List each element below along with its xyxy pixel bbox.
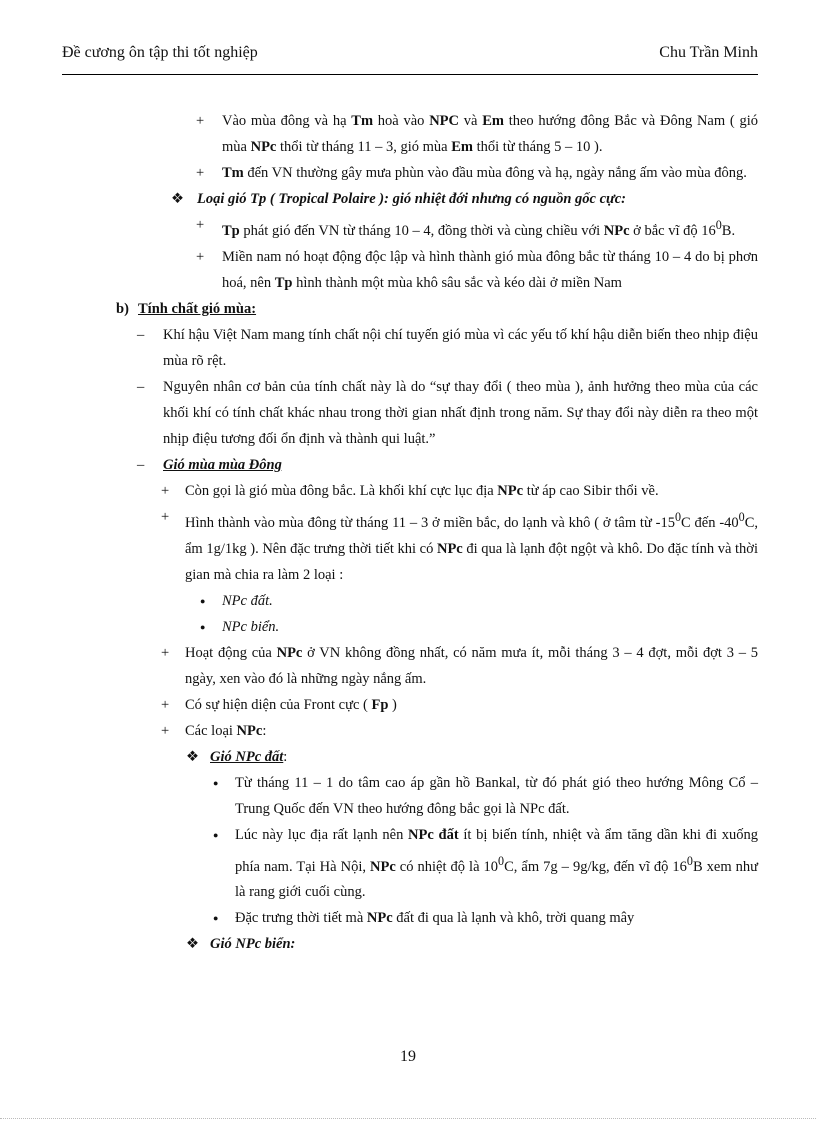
footer-divider [0,1118,816,1119]
list-item: + Tm đến VN thường gây mưa phùn vào đầu mùa đông và hạ, ngày nắng ấm vào mùa đông. [222,160,758,186]
list-item: + Còn gọi là gió mùa đông bắc. Là khối khí cực lục địa NPc từ áp cao Sibir thổi về. [185,478,758,504]
page-body [0,108,816,957]
list-item: + Vào mùa đông và hạ Tm hoà vào NPC và Em theo hướng đông Bắc và Đông Nam ( gió mùa NPc thổi từ tháng 11 – 3, gió mùa Em thổi từ tháng 5 – 10 ). [222,108,758,160]
page-header [62,40,758,75]
list-item: + Các loại NPc: [185,718,758,744]
list-item: ● Lúc này lục địa rất lạnh nên NPc đất ít bị biến tính, nhiệt và ẩm tăng dần khi đi xuống phía nam. Tại Hà Nội, NPc có nhiệt độ là $10^0C$, ẩm 7g – 9g/kg, đến vĩ độ $16^0B$ xem như là rang giới cuối cùng. [235,822,758,906]
plus-marker: + [161,508,170,525]
list-item: + Hình thành vào mùa đông từ tháng 11 – 3 ở miền bắc, do lạnh và khô ( ở tâm từ $-15^0C$ đến $-40^0C$, ẩm 1g/1kg ). Nên đặc trưng thời tiết khi có NPc đi qua là lạnh đột ngột và khô. Do đặc tính và thời gian mà chia ra làm 2 loại : [185,504,758,588]
dash-marker: – [137,378,145,395]
list-item: + Có sự hiện diện của Front cực ( Fp ) [185,692,758,718]
list-item: ● Từ tháng 11 – 1 do tâm cao áp gần hồ Bankal, từ đó phát gió theo hướng Mông Cổ – Trung Quốc đến VN theo hướng đông bắc gọi là NPc đất. [235,770,758,822]
dash-marker: – [137,456,145,473]
section-heading: b) Tính chất gió mùa: [116,300,257,317]
subsection-heading: ❖ Gió NPc đất: [210,744,758,770]
plus-marker: + [196,217,205,233]
plus-marker: + [161,644,170,661]
list-item: ● Đặc trưng thời tiết mà NPc đất đi qua là lạnh và khô, trời quang mây [235,905,758,931]
plus-marker: + [196,248,205,265]
header-author: Chu Trần Minh [659,44,758,61]
plus-marker: + [161,722,170,739]
bullet-dot-icon: ● [213,777,219,788]
diamond-bullet-icon: ❖ [186,748,199,765]
list-item: ● NPc biển. [222,614,758,640]
list-item: + Hoạt động của NPc ở VN không đồng nhất, có năm mưa ít, mỗi tháng 3 – 4 đợt, mỗi đợt 3 – 5 ngày, xen vào đó là những ngày nắng ấm. [185,640,758,692]
page-number: 19 [400,1048,416,1065]
bullet-dot-icon: ● [213,913,219,924]
diamond-bullet-icon: ❖ [186,936,199,953]
dash-marker: – [137,326,145,343]
subsection-heading: ❖ Loại gió Tp ( Tropical Polaire ): gió nhiệt đới nhưng có nguồn gốc cực: [197,186,758,212]
plus-marker: + [161,696,170,713]
diamond-bullet-icon: ❖ [171,191,184,207]
list-item: – Nguyên nhân cơ bản của tính chất này là do “sự thay đổi ( theo mùa ), ảnh hưởng theo mùa của các khối khí có tính chất khác nhau trong thời gian nhất định trong năm. Sự thay đổi này diễn ra theo một nhịp điệu tương đối ổn định và thành qui luật.” [163,374,758,452]
subsection-heading: – Gió mùa mùa Đông [163,452,758,478]
subsection-heading: ❖ Gió NPc biển: [210,931,758,957]
list-item: ● NPc đất. [222,588,758,614]
bullet-dot-icon: ● [200,621,206,632]
plus-marker: + [196,165,205,181]
plus-marker: + [196,113,205,129]
plus-marker: + [161,482,170,499]
list-item: + Miền nam nó hoạt động độc lập và hình thành gió mùa đông bắc từ tháng 10 – 4 do bị phơn hoá, nên Tp hình thành một mùa khô sâu sắc và kéo dài ở miền Nam [222,244,758,296]
list-item: + Tp phát gió đến VN từ tháng 10 – 4, đồng thời và cùng chiều với NPc ở bắc vĩ độ $16^0B$. [222,212,758,244]
header-title: Đề cương ôn tập thi tốt nghiệp [62,44,258,61]
list-item: – Khí hậu Việt Nam mang tính chất nội chí tuyến gió mùa vì các yếu tố khí hậu diễn biến theo nhịp điệu mùa rõ rệt. [163,322,758,374]
bullet-dot-icon: ● [200,595,206,606]
bullet-dot-icon: ● [213,829,219,840]
